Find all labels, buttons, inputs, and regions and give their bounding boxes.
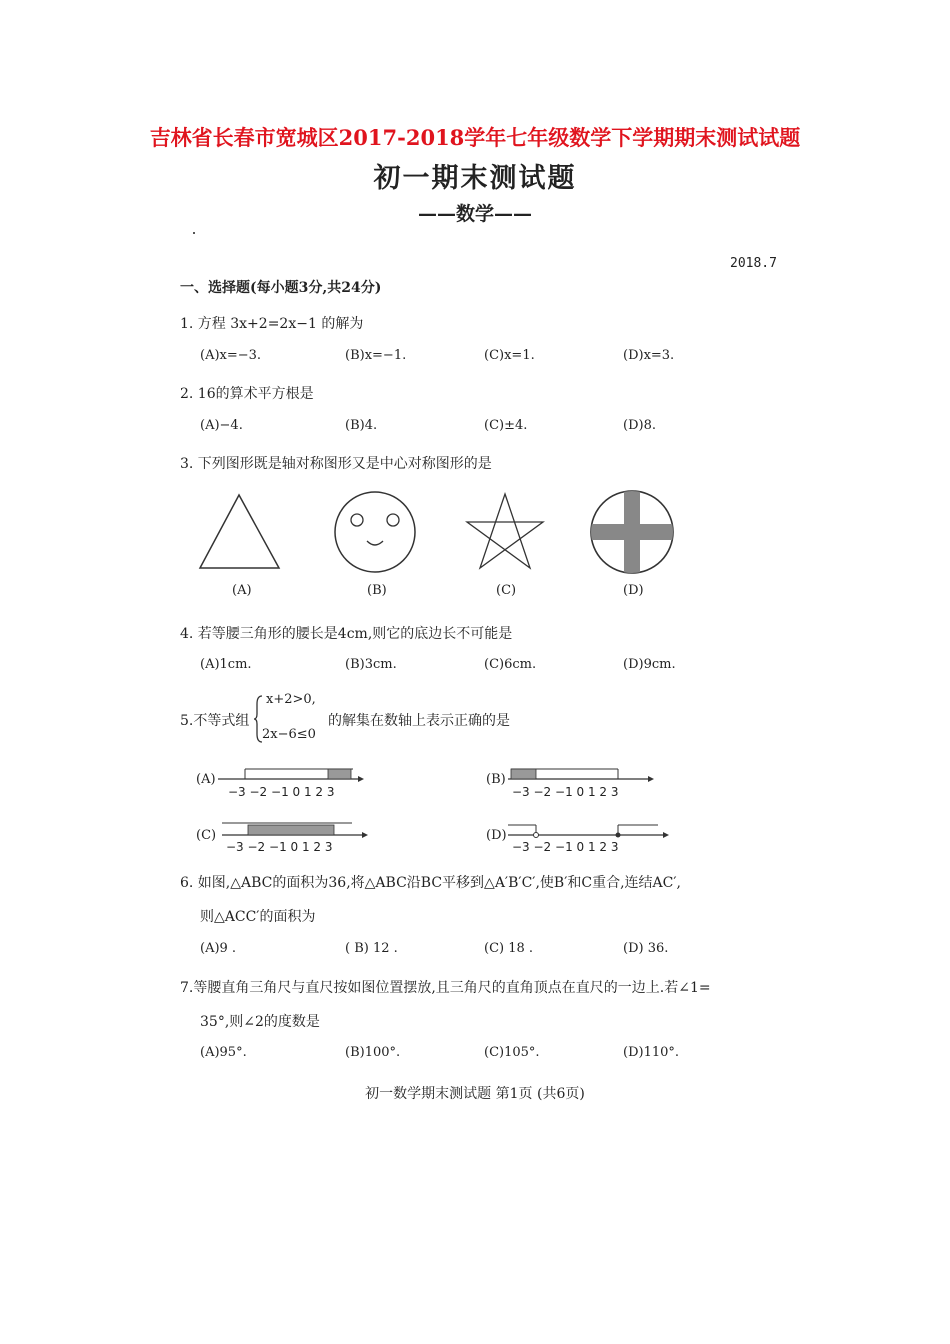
q5-label-b: (B) — [486, 772, 506, 787]
question-2-stem: 2. 16的算术平方根是 — [180, 386, 314, 402]
q3-label-b: (B) — [367, 583, 387, 598]
exam-date: 2018.7 — [730, 256, 777, 271]
q5-label-a: (A) — [196, 772, 216, 787]
q7-option-d: (D)110°. — [623, 1045, 680, 1060]
question-1-stem: 1. 方程 3x+2=2x−1 的解为 — [180, 316, 364, 332]
q4-option-d: (D)9cm. — [623, 657, 676, 672]
q3-label-c: (C) — [496, 583, 517, 598]
q5-ticks-b: −3 −2 −1 0 1 2 3 — [512, 785, 619, 799]
q1-option-a: (A)x=−3. — [200, 348, 262, 363]
q5-ticks-a: −3 −2 −1 0 1 2 3 — [228, 785, 335, 799]
question-6-stem-line1: 6. 如图,△ABC的面积为36,将△ABC沿BC平移到△A′B′C′,使B′和C重合,连结AC′, — [180, 875, 681, 891]
q6-option-d: (D) 36. — [623, 941, 669, 956]
q3-label-d: (D) — [623, 583, 644, 598]
q6-option-a: (A)9 . — [200, 941, 237, 956]
q5-label-c: (C) — [196, 828, 217, 843]
question-3-stem: 3. 下列图形既是轴对称图形又是中心对称图形的是 — [180, 456, 492, 472]
q5-ticks-c: −3 −2 −1 0 1 2 3 — [226, 840, 333, 854]
question-5-suffix: 的解集在数轴上表示正确的是 — [328, 713, 510, 729]
q5-label-d: (D) — [486, 828, 507, 843]
section-heading: 一、选择题(每小题3分,共24分) — [180, 280, 382, 296]
q4-option-a: (A)1cm. — [200, 657, 252, 672]
question-6-stem-line2: 则△ACC′的面积为 — [200, 909, 316, 925]
q4-option-b: (B)3cm. — [345, 657, 397, 672]
q7-option-a: (A)95°. — [200, 1045, 247, 1060]
q2-option-a: (A)−4. — [200, 418, 243, 433]
page-footer: 初一数学期末测试题 第1页 (共6页) — [365, 1086, 585, 1102]
q1-option-b: (B)x=−1. — [345, 348, 407, 363]
q5-inequality-1: x+2>0, — [266, 692, 316, 707]
q2-option-b: (B)4. — [345, 418, 378, 433]
question-7-stem-line2: 35°,则∠2的度数是 — [200, 1014, 320, 1030]
subject-title: ——数学—— — [417, 203, 532, 225]
q3-figure-smiley — [330, 490, 430, 580]
q3-figure-cross-circle — [588, 488, 688, 580]
q5-ticks-d: −3 −2 −1 0 1 2 3 — [512, 840, 619, 854]
document-source-title: 吉林省长春市宽城区2017-2018学年七年级数学下学期期末测试试题 — [149, 125, 801, 150]
question-4-stem: 4. 若等腰三角形的腰长是4cm,则它的底边长不可能是 — [180, 626, 513, 642]
q2-option-c: (C)±4. — [484, 418, 528, 433]
q7-option-b: (B)100°. — [345, 1045, 401, 1060]
exam-title: 初一期末测试题 — [373, 163, 577, 194]
q6-option-c: (C) 18 . — [484, 941, 534, 956]
q4-option-c: (C)6cm. — [484, 657, 537, 672]
question-7-stem-line1: 7.等腰直角三角尺与直尺按如图位置摆放,且三角尺的直角顶点在直尺的一边上.若∠1= — [180, 980, 711, 996]
q3-figure-star — [460, 490, 560, 580]
q1-option-c: (C)x=1. — [484, 348, 535, 363]
q2-option-d: (D)8. — [623, 418, 656, 433]
q6-option-b: ( B) 12 . — [345, 941, 398, 956]
scan-speck — [193, 232, 195, 234]
question-5-prefix: 5.不等式组 — [180, 713, 250, 729]
q3-label-a: (A) — [232, 583, 252, 598]
q5-inequality-2: 2x−6≤0 — [262, 727, 316, 742]
q3-figure-triangle — [195, 490, 295, 575]
q1-option-d: (D)x=3. — [623, 348, 675, 363]
q7-option-c: (C)105°. — [484, 1045, 540, 1060]
